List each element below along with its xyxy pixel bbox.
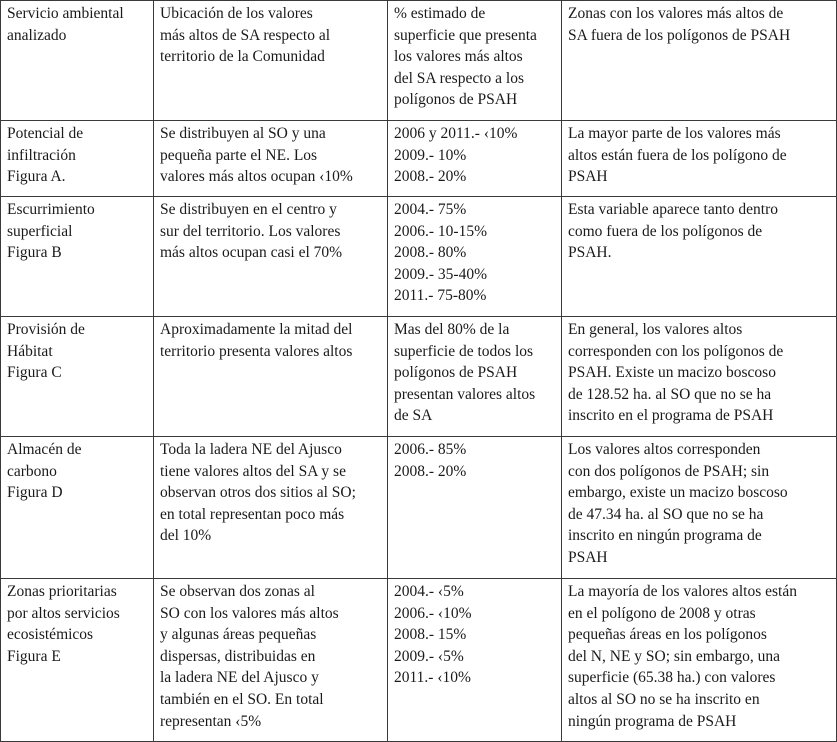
cell-line: Mas del 80% de la [394,321,510,338]
cell-line: PSAH. [568,244,612,262]
cell-line: también en el SO. En total [160,690,324,708]
cell-line: más altos ocupan casi el 70% [160,244,343,262]
cell-line: 2009.- 10% [394,146,467,164]
cell-line: altos están fuera de los polígono de [568,146,787,164]
cell-line: más altos de SA respecto al [160,26,331,44]
cell-line: infiltración [7,146,76,164]
cell-servicio [1,197,154,317]
cell-line: En general, los valores altos [568,321,743,338]
cell-line: Zonas con los valores más altos de [568,5,784,22]
cell-line: Figura A. [7,168,66,186]
cell-zonas [562,579,837,742]
cell-line: polígonos de PSAH [394,91,518,109]
cell-line: Esta variable aparece tanto dentro [568,201,778,218]
cell-line: 2006.- 10-15% [394,222,487,240]
table-body [1,1,837,742]
cell-line: y algunas áreas pequeñas [160,626,317,644]
cell-line: PSAH. Existe un macizo boscoso [568,364,776,382]
cell-line: 2011.- 75-80% [394,287,487,305]
cell-line: Hábitat [7,342,53,360]
cell-line: presentan valores altos [394,385,536,403]
cell-zonas [562,317,837,437]
cell-line: tiene valores altos del SA y se [160,462,346,480]
cell-line: en el polígono de 2008 y otras [568,604,756,622]
cell-line: Servicio ambiental [7,5,124,22]
table-row [1,437,837,579]
cell-line: Los valores altos corresponden [568,441,761,458]
cell-line: ningún programa de PSAH [568,712,737,730]
cell-servicio [1,121,154,197]
cell-line: la ladera NE del Ajusco y [160,669,319,687]
cell-line: Almacén de [7,441,82,458]
header-cell-zonas [562,1,837,121]
cell-line: La mayoría de los valores altos están [568,583,797,600]
cell-line: Ubicación de los valores [160,5,313,22]
header-row [1,1,837,121]
cell-porcentaje [388,317,562,437]
cell-porcentaje [388,121,562,197]
cell-line: 2009.- 35-40% [394,265,487,283]
cell-line: Provisión de [7,321,85,338]
cell-line: analizado [7,26,67,44]
cell-line: Figura D [7,484,63,502]
cell-line: polígonos de PSAH [394,364,518,382]
cell-line: Aproximadamente la mitad del [160,321,353,338]
cell-line: 2004.- 75% [394,201,467,218]
cell-line: La mayor parte de los valores más [568,125,781,142]
header-cell-ubicacion [154,1,388,121]
cell-line: de SA [394,407,433,425]
header-cell-servicio [1,1,154,121]
cell-line: como fuera de los polígonos de [568,222,763,240]
cell-line: Se observan dos zonas al [160,583,315,600]
cell-line: % estimado de [394,5,486,22]
cell-line: con dos polígonos de PSAH; sin [568,462,770,480]
cell-line: Figura E [7,647,61,665]
cell-line: Potencial de [7,125,84,142]
cell-line: 2008.- 20% [394,168,467,186]
cell-zonas [562,121,837,197]
cell-line: 2006.- ‹10% [394,604,472,622]
cell-line: territorio de la Comunidad [160,48,325,66]
table-row [1,317,837,437]
cell-line: Toda la ladera NE del Ajusco [160,441,342,458]
cell-line: de 47.34 ha. al SO que no se ha [568,505,764,523]
cell-ubicacion [154,121,388,197]
cell-line: 2006 y 2011.- ‹10% [394,125,518,142]
cell-line: observan otros dos sitios al SO; [160,484,356,502]
cell-line: inscrito en el programa de PSAH [568,407,774,425]
cell-line: dispersas, distribuidas en [160,647,316,665]
cell-line: Zonas prioritarias [7,583,117,600]
cell-servicio [1,437,154,579]
cell-line: 2008.- 80% [394,244,467,262]
cell-line: 2004.- ‹5% [394,583,464,600]
cell-line: superficie (65.38 ha.) con valores [568,669,776,687]
cell-ubicacion [154,579,388,742]
cell-ubicacion [154,437,388,579]
cell-line: sur del territorio. Los valores [160,222,341,240]
cell-line: del N, NE y SO; sin embargo, una [568,647,780,665]
cell-line: SO con los valores más altos [160,604,339,622]
cell-ubicacion [154,197,388,317]
cell-line: 2006.- 85% [394,441,467,458]
cell-line: superficial [7,222,73,240]
table-row [1,197,837,317]
cell-line: carbono [7,462,57,480]
cell-porcentaje [388,197,562,317]
cell-line: de 128.52 ha. al SO que no se ha [568,385,772,403]
cell-line: altos al SO no se ha inscrito en [568,690,760,708]
cell-line: PSAH [568,548,608,566]
cell-line: del 10% [160,527,212,545]
cell-line: PSAH [568,168,608,186]
cell-line: Figura C [7,364,62,382]
cell-line: corresponden con los polígonos de [568,342,784,360]
cell-line: inscrito en ningún programa de [568,527,762,545]
table-row [1,579,837,742]
cell-servicio [1,579,154,742]
cell-line: valores más altos ocupan ‹10% [160,168,353,186]
cell-line: 2009.- ‹5% [394,647,464,665]
cell-line: pequeñas áreas en los polígonos [568,626,767,644]
cell-line: 2008.- 20% [394,462,467,480]
cell-line: SA fuera de los polígonos de PSAH [568,26,791,44]
cell-line: superficie que presenta [394,26,537,44]
table-row [1,121,837,197]
cell-line: pequeña parte el NE. Los [160,146,318,164]
cell-line: Escurrimiento [7,201,95,218]
cell-line: del SA respecto a los [394,69,525,87]
cell-porcentaje [388,579,562,742]
cell-line: por altos servicios [7,604,120,622]
cell-line: embargo, existe un macizo boscoso [568,484,788,502]
cell-line: Figura B [7,244,62,262]
cell-line: Se distribuyen al SO y una [160,125,326,142]
cell-line: representan ‹5% [160,712,262,730]
cell-line: ecosistémicos [7,626,94,644]
cell-line: superficie de todos los [394,342,534,360]
cell-line: en total representan poco más [160,505,345,523]
cell-servicio [1,317,154,437]
cell-line: los valores más altos [394,48,523,66]
cell-line: territorio presenta valores altos [160,342,353,360]
cell-ubicacion [154,317,388,437]
cell-zonas [562,437,837,579]
cell-line: 2008.- 15% [394,626,467,644]
cell-line: Se distribuyen en el centro y [160,201,337,218]
cell-porcentaje [388,437,562,579]
header-cell-porcentaje [388,1,562,121]
cell-line: 2011.- ‹10% [394,669,471,687]
cell-zonas [562,197,837,317]
